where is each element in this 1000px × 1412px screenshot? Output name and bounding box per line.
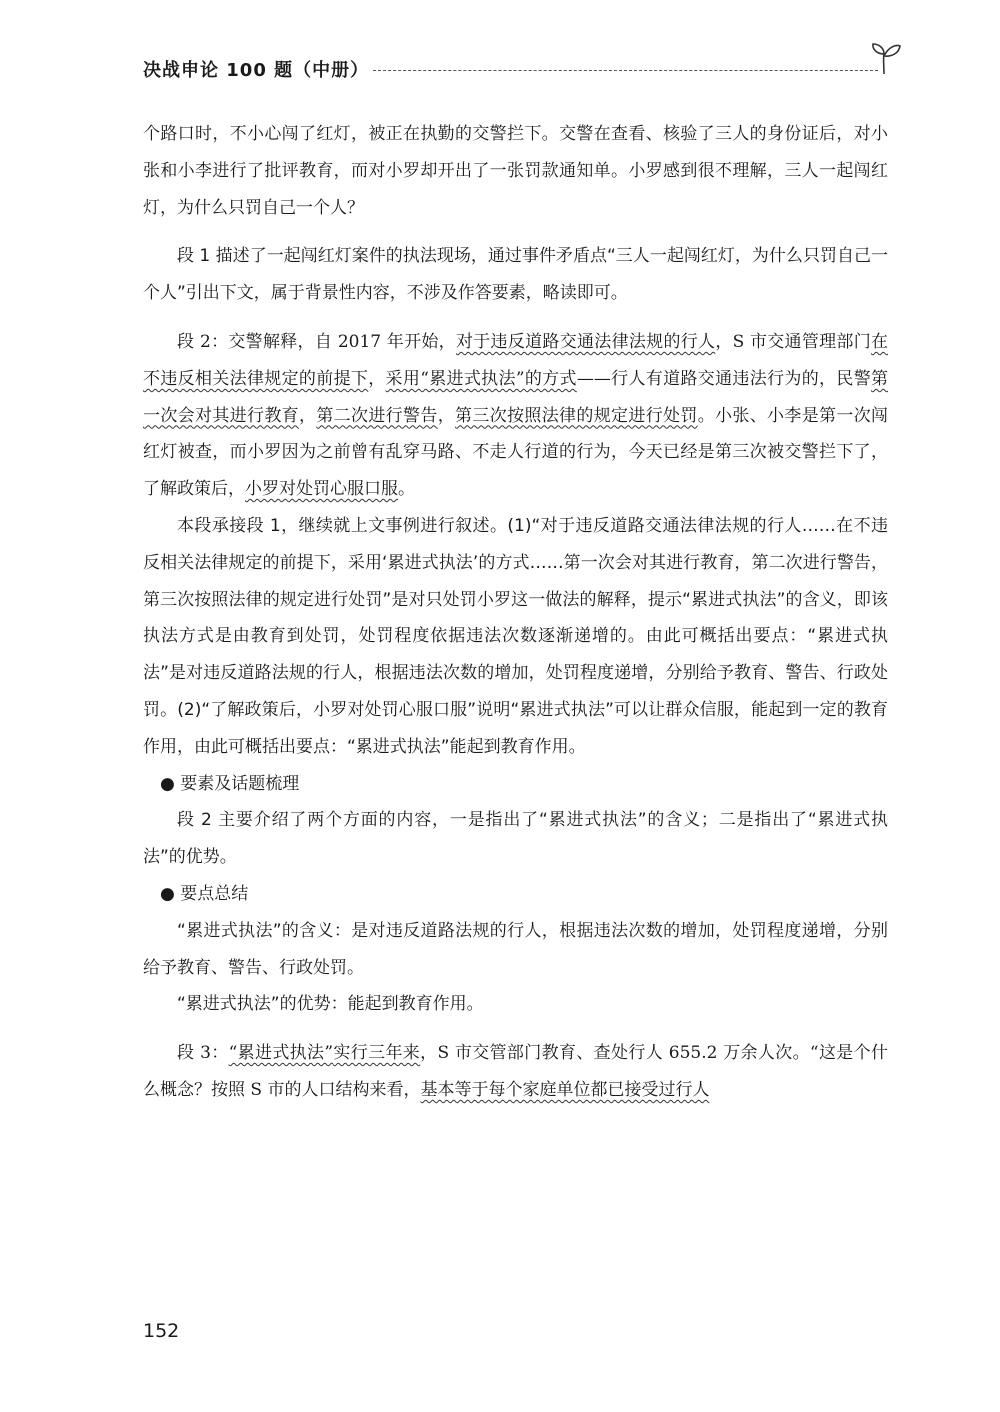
key-point-advantage: “累进式执法”的优势：能起到教育作用。 xyxy=(177,994,484,1015)
wavy-underlined-text: 基本等于每个家庭单位都已接受过行人 xyxy=(420,1079,710,1100)
wavy-underlined-text: 在不违反相关法律规定的前提下 xyxy=(143,331,888,389)
wavy-underlined-text: 小罗对处罚心服口服 xyxy=(245,479,398,500)
text-segment: ， xyxy=(299,405,317,426)
header-dashed-rule xyxy=(373,70,878,71)
page-body xyxy=(143,116,888,1109)
wavy-underlined-text: 第一次会对其进行教育 xyxy=(143,368,889,426)
text-segment: ， xyxy=(368,368,386,389)
text-segment: ，S 市交管部门教育、查处行人 655.2 万余人次。“这是个什么概念？按照 S 市的人口结构来看， xyxy=(143,1043,889,1100)
text-segment: 。小张、小李是第一次闯红灯被查，而小罗因为之前曾有乱穿马路、不走人行道的行为，今天已经是第三次被交警拦下了，了解政策后， xyxy=(143,405,889,500)
text-segment: ，S 市交通管理部门 xyxy=(715,331,871,352)
key-point-meaning: “累进式执法”的含义：是对违反道路法规的行人，根据违法次数的增加，处罚程度递增，分别给予教育、警告、行政处罚。 xyxy=(143,920,888,978)
analysis-paragraph-1: 段 1 描述了一起闯红灯案件的执法现场，通过事件矛盾点“三人一起闯红灯，为什么只罚自己一个人”引出下文，属于背景性内容，不涉及作答要素，略读即可。 xyxy=(143,246,888,304)
running-header xyxy=(143,50,903,90)
paragraph-continued-case: 个路口时，不小心闯了红灯，被正在执勤的交警拦下。交警在查看、核验了三人的身份证后，对小张和小李进行了批评教育，而对小罗却开出了一张罚款通知单。小罗感到很不理解，三人一起闯红灯，为什么只罚自己一个人？ xyxy=(143,124,888,218)
wavy-underlined-text: 第二次进行警告 xyxy=(316,405,438,426)
wavy-underlined-text: 实行三年来 xyxy=(333,1043,421,1064)
sprout-icon xyxy=(868,40,904,80)
wavy-underlined-text: 采用“累进式执法”的方式 xyxy=(385,368,577,389)
text-segment: 段 2：交警解释，自 2017 年开始， xyxy=(177,331,456,352)
text-segment: ——行人有道路交通违法行为的，民警 xyxy=(576,368,872,389)
wavy-underlined-text: 对于违反道路交通法律法规的行人 xyxy=(455,331,716,352)
material-paragraph-2 xyxy=(143,324,888,508)
page-number: 152 xyxy=(143,1320,180,1342)
header-title: 决战申论 100 题（中册） xyxy=(143,60,370,81)
material-paragraph-3 xyxy=(143,1035,888,1109)
analysis-paragraph-2: 本段承接段 1，继续就上文事例进行叙述。(1)“对于违反道路交通法律法规的行人……在不违反相关法律规定的前提下，采用‘累进式执法’的方式……第一次会对其进行教育，第二次进行警告，第三次按照法律的规定进行处罚”是对只处罚小罗这一做法的解释，提示“累进式执法”的含义，即该执法方式是由教育到处罚，处罚程度依据违法次数逐渐递增的。由此可概括出要点：“累进式执法”是对违反道路法规的行人，根据违法次数的增加，处罚程度递增，分别给予教育、警告、行政处罚。(2)“了解政策后，小罗对处罚心服口服”说明“累进式执法”可以让群众信服，能起到一定的教育作用，由此可概括出要点：“累进式执法”能起到教育作用。 xyxy=(143,515,888,757)
elements-summary: 段 2 主要介绍了两个方面的内容，一是指出了“累进式执法”的含义；二是指出了“累进式执法”的优势。 xyxy=(143,810,888,868)
text-segment: 。 xyxy=(398,479,415,500)
text-segment: ， xyxy=(437,405,456,426)
text-segment: 段 3： xyxy=(177,1043,229,1064)
bullet-heading-key-points: ● 要点总结 xyxy=(160,883,249,904)
bullet-heading-elements: ● 要素及话题梳理 xyxy=(160,773,300,794)
wavy-underlined-text: 第三次按照法律的规定进行处罚 xyxy=(455,405,698,426)
wavy-underlined-text: “累进式执法” xyxy=(228,1043,334,1064)
